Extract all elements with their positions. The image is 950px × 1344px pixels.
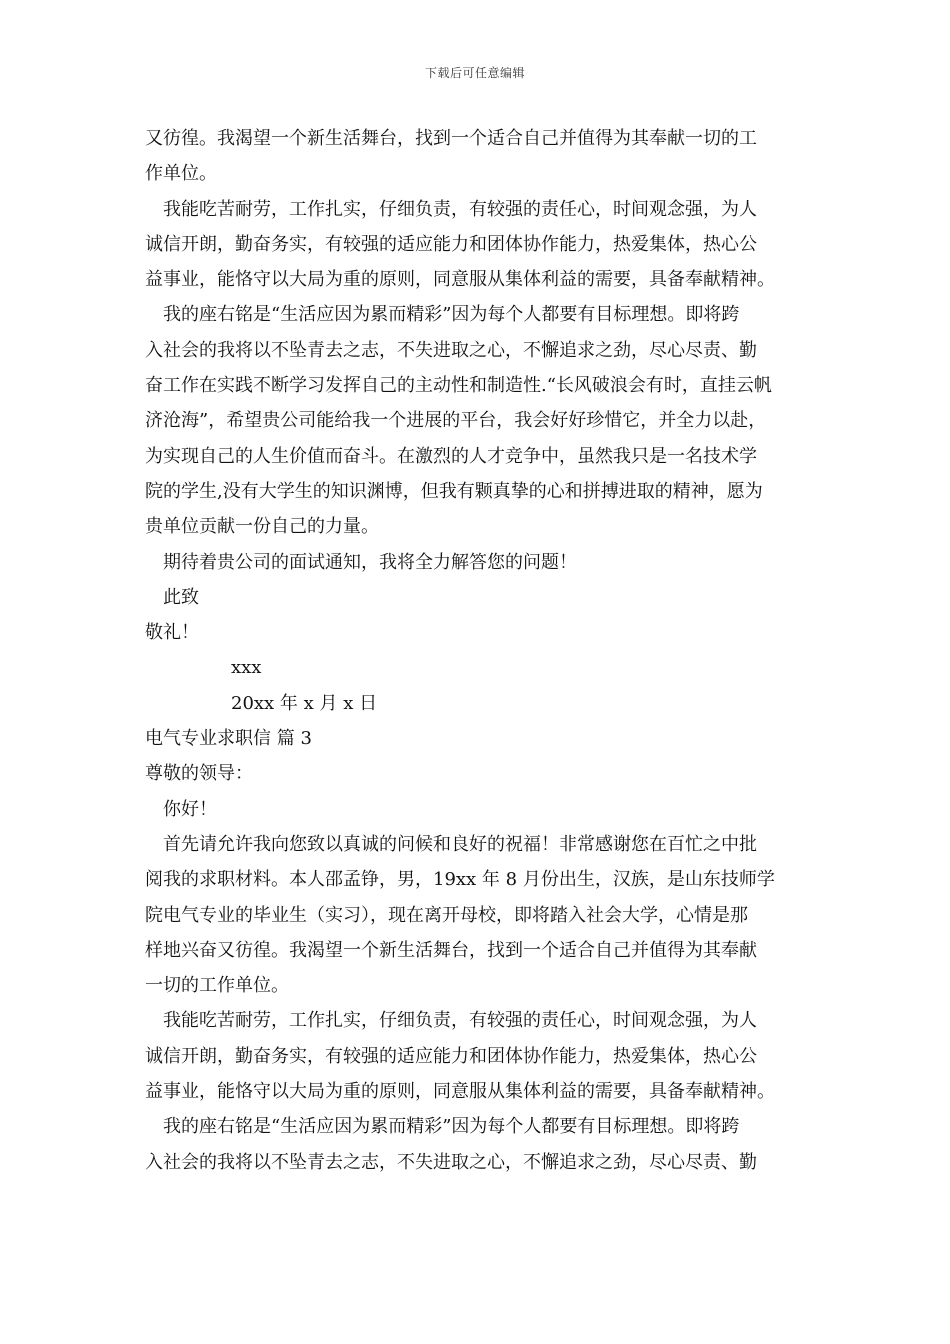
text-line: 我能吃苦耐劳，工作扎实，仔细负责，有较强的责任心，时间观念强，为人	[163, 1010, 757, 1032]
text-line: 院电气专业的毕业生（实习），现在离开母校，即将踏入社会大学，心情是那	[145, 904, 748, 926]
salutation: 敬礼！	[145, 622, 199, 644]
greeting: 尊敬的领导：	[145, 763, 253, 785]
text-line: 益事业，能恪守以大局为重的原则，同意服从集体利益的需要，具备奉献精神。	[145, 1081, 775, 1103]
text-line: 样地兴奋又彷徨。我渴望一个新生活舞台，找到一个适合自己并值得为其奉献	[145, 939, 757, 961]
text-line: 济沧海”，希望贵公司能给我一个进展的平台，我会好好珍惜它，并全力以赴，	[145, 410, 767, 432]
document-body	[145, 121, 810, 1180]
signature-name: xxx	[231, 657, 262, 679]
text-line: 诚信开朗，勤奋务实，有较强的适应能力和团体协作能力，热爱集体，热心公	[145, 1045, 757, 1067]
text-line: 一切的工作单位。	[145, 975, 289, 997]
greeting-hello: 你好！	[163, 798, 217, 820]
text-line: 贵单位贡献一份自己的力量。	[145, 516, 379, 538]
text-line: 期待着贵公司的面试通知，我将全力解答您的问题！	[163, 551, 577, 573]
text-line: 入社会的我将以不坠青去之志，不失进取之心，不懈追求之劲，尽心尽责、勤	[145, 339, 757, 361]
text-line: 我能吃苦耐劳，工作扎实，仔细负责，有较强的责任心，时间观念强，为人	[163, 198, 757, 220]
signature-date: 20xx 年 x 月 x 日	[231, 692, 378, 714]
page-header: 下载后可任意编辑	[424, 66, 525, 80]
section-title: 电气专业求职信 篇 3	[145, 728, 312, 750]
closing-phrase: 此致	[163, 586, 199, 608]
text-line: 首先请允许我向您致以真诚的问候和良好的祝福！非常感谢您在百忙之中批	[163, 833, 757, 855]
text-line: 益事业，能恪守以大局为重的原则，同意服从集体利益的需要，具备奉献精神。	[145, 269, 775, 291]
text-line: 又彷徨。我渴望一个新生活舞台，找到一个适合自己并值得为其奉献一切的工	[145, 128, 757, 149]
text-line: 阅我的求职材料。本人邵孟铮，男，19xx 年 8 月份出生，汉族，是山东技师学	[145, 869, 775, 891]
text-line: 奋工作在实践不断学习发挥自己的主动性和制造性.“长风破浪会有时，直挂云帆	[145, 375, 772, 397]
text-line: 为实现自己的人生价值而奋斗。在激烈的人才竞争中，虽然我只是一名技术学	[145, 445, 757, 467]
text-line: 我的座右铭是“生活应因为累而精彩”因为每个人都要有目标理想。即将跨	[163, 1116, 740, 1138]
text-line: 作单位。	[145, 163, 217, 185]
text-line: 院的学生,没有大学生的知识渊博，但我有颗真挚的心和拼搏进取的精神，愿为	[145, 480, 763, 502]
text-line: 入社会的我将以不坠青去之志，不失进取之心，不懈追求之劲，尽心尽责、勤	[145, 1151, 757, 1173]
text-line: 诚信开朗，勤奋务实，有较强的适应能力和团体协作能力，热爱集体，热心公	[145, 233, 757, 255]
text-line: 我的座右铭是“生活应因为累而精彩”因为每个人都要有目标理想。即将跨	[163, 304, 740, 326]
